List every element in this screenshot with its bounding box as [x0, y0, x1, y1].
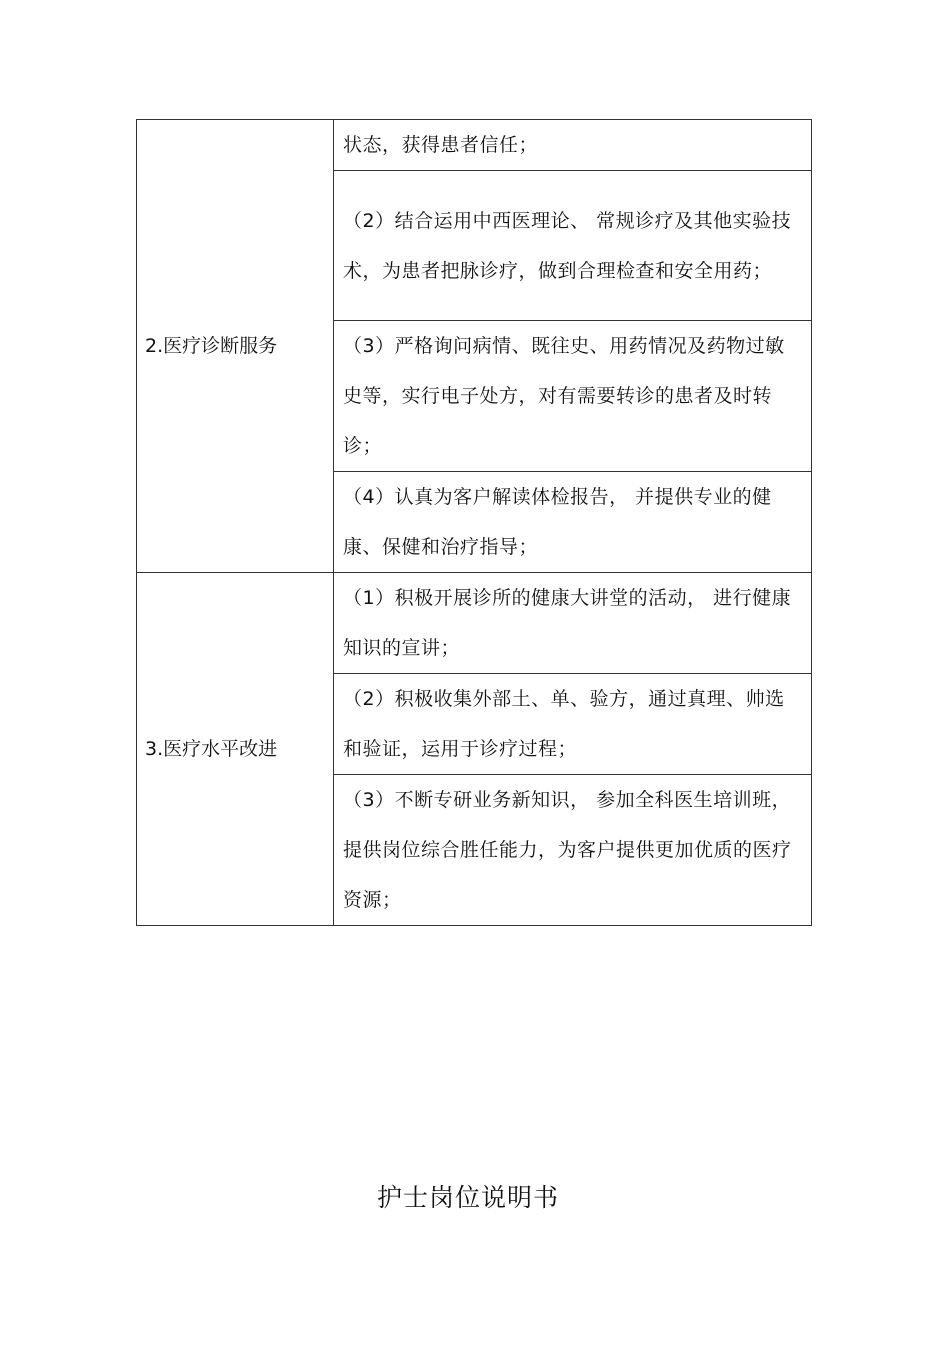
category-cell	[137, 120, 334, 573]
duty-item-cell	[334, 674, 812, 775]
duty-item-text: （3）严格询问病情、既往史、用药情况及药物过敏史等，实行电子处方，对有需要转诊的患者及时转诊；	[343, 335, 785, 457]
duty-item-cell	[334, 573, 812, 674]
duty-item-cell	[334, 171, 812, 321]
duty-item-text: （1）积极开展诊所的健康大讲堂的活动， 进行健康知识的宣讲；	[343, 587, 792, 659]
category-label: 3.医疗水平改进	[145, 738, 278, 760]
job-duty-table	[136, 119, 812, 926]
table-row	[137, 120, 812, 171]
duty-item-text: （4）认真为客户解读体检报告， 并提供专业的健康、保健和治疗指导；	[343, 486, 772, 558]
duty-item-text: （2）积极收集外部土、单、验方，通过真理、帅选和验证，运用于诊疗过程；	[343, 688, 785, 760]
category-label: 2.医疗诊断服务	[145, 335, 278, 357]
duty-item-cell	[334, 775, 812, 926]
duty-item-text: （2）结合运用中西医理论、 常规诊疗及其他实验技术，为患者把脉诊疗，做到合理检查和安全用药；	[343, 209, 792, 282]
duty-item-cell	[334, 120, 812, 171]
duty-item-text: （3）不断专研业务新知识， 参加全科医生培训班，提供岗位综合胜任能力，为客户提供更加优质的医疗资源；	[343, 789, 792, 911]
document-title: 护士岗位说明书	[376, 1183, 559, 1212]
table-row	[137, 573, 812, 674]
duty-item-cell	[334, 472, 812, 573]
duty-item-cell	[334, 321, 812, 472]
category-cell	[137, 573, 334, 926]
duty-item-text: 状态，获得患者信任；	[343, 134, 539, 156]
